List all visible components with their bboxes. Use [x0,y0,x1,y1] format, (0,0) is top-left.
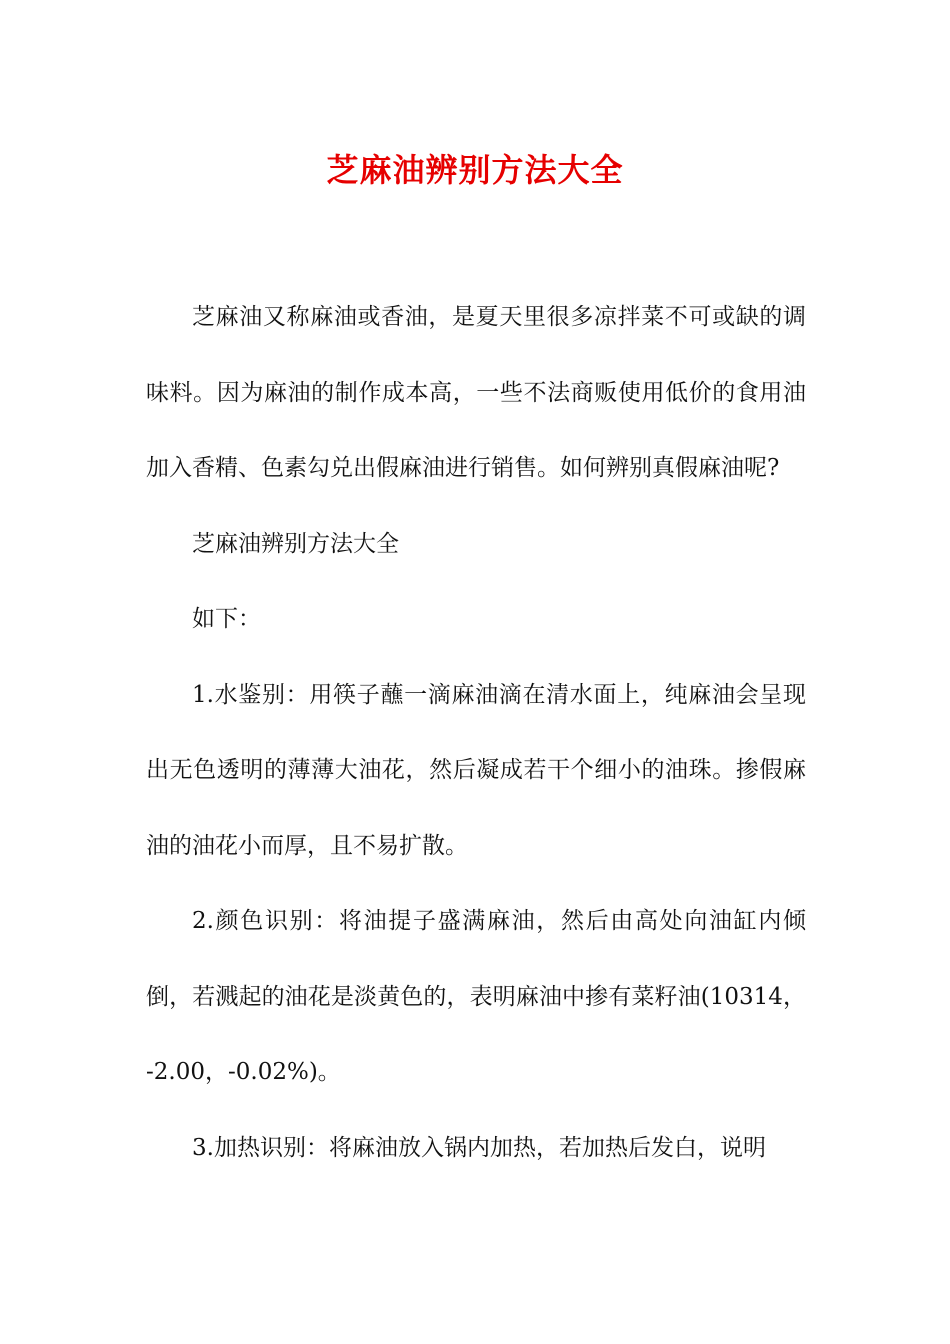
paragraph-method-color: 2.颜色识别：将油提子盛满麻油，然后由高处向油缸内倾倒，若溅起的油花是淡黄色的，表明麻油中掺有菜籽油(10314，-2.00，-0.02%)。 [146,908,806,1085]
paragraph-as-follows: 如下： [192,606,261,632]
paragraph-subtitle: 芝麻油辨别方法大全 [192,530,399,557]
document-title: 芝麻油辨别方法大全 [326,151,624,189]
paragraph-method-water: 1.水鉴别：用筷子蘸一滴麻油滴在清水面上，纯麻油会呈现出无色透明的薄薄大油花，然后凝成若干个细小的油珠。掺假麻油的油花小而厚，且不易扩散。 [146,681,806,859]
document-body [146,280,806,1186]
paragraph-intro: 芝麻油又称麻油或香油，是夏天里很多凉拌菜不可或缺的调味料。因为麻油的制作成本高，一些不法商贩使用低价的食用油加入香精、色素勾兑出假麻油进行销售。如何辨别真假麻油呢? [146,304,806,481]
paragraph-method-heat: 3.加热识别：将麻油放入锅内加热，若加热后发白，说明 [192,1134,766,1161]
